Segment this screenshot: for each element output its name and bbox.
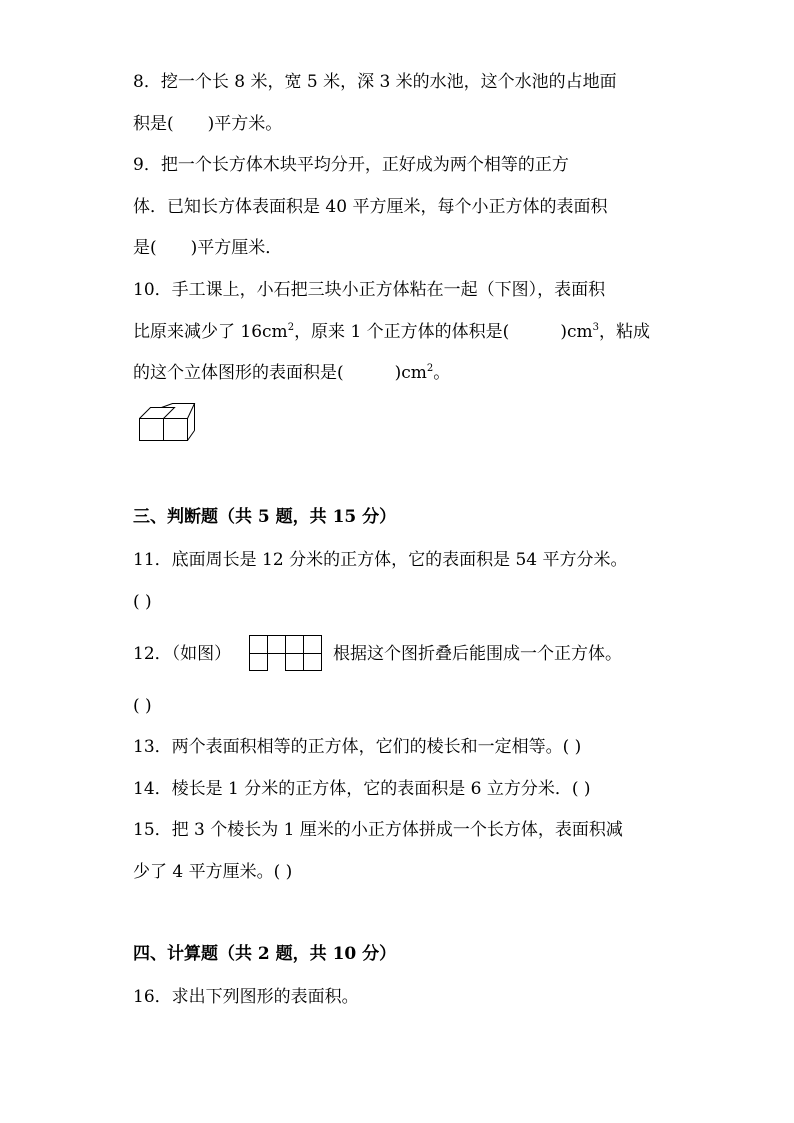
q9-line-1: 9．把一个长方体木块平均分开，正好成为两个相等的正方	[133, 155, 569, 175]
q8-line-1: 8．挖一个长 8 米，宽 5 米，深 3 米的水池，这个水池的占地面	[133, 72, 617, 92]
q10-line-2	[133, 321, 650, 343]
q10-line-3b: 。	[433, 363, 451, 383]
section-4-heading: 四、计算题（共 2 题，共 10 分）	[133, 944, 397, 964]
q11-answer-blank: ( )	[133, 592, 152, 612]
q12-answer-blank: ( )	[133, 696, 152, 716]
q10-line-1: 10．手工课上，小石把三块小正方体粘在一起（下图），表面积	[133, 280, 606, 300]
q8-line-2: 积是( )平方米。	[133, 114, 283, 134]
q15-line-1: 15．把 3 个棱长为 1 厘米的小正方体拼成一个长方体，表面积减	[133, 820, 623, 840]
q15-line-2: 少了 4 平方厘米。( )	[133, 862, 293, 882]
q10-superscript-1: 2	[287, 322, 295, 333]
glued-cubes-figure	[136, 402, 200, 444]
q13-line-1: 13．两个表面积相等的正方体，它们的棱长和一定相等。( )	[133, 737, 582, 757]
q12-prefix: 12．（如图）	[133, 644, 232, 664]
q10-line-2a: 比原来减少了 16cm	[133, 322, 288, 342]
q10-line-2c: ，粘成	[598, 322, 650, 342]
q10-superscript-3: 2	[426, 363, 434, 374]
q9-line-3: 是( )平方厘米．	[133, 238, 283, 258]
q10-line-2b: ，原来 1 个正方体的体积是( )cm	[294, 322, 593, 342]
q11-line-1: 11．底面周长是 12 分米的正方体，它的表面积是 54 平方分米。	[133, 550, 628, 570]
q10-line-3	[133, 362, 450, 384]
cube-net-figure	[248, 633, 328, 673]
q10-superscript-2: 3	[592, 322, 599, 333]
q10-line-3a: 的这个立体图形的表面积是( )cm	[133, 363, 427, 383]
q14-line-1: 14．棱长是 1 分米的正方体，它的表面积是 6 立方分米．( )	[133, 779, 591, 799]
q9-line-2: 体．已知长方体表面积是 40 平方厘米，每个小正方体的表面积	[133, 197, 608, 217]
section-3-heading: 三、判断题（共 5 题，共 15 分）	[133, 507, 397, 527]
q12-suffix: 根据这个图折叠后能围成一个正方体。	[333, 644, 622, 664]
q16-line-1: 16．求出下列图形的表面积。	[133, 987, 359, 1007]
